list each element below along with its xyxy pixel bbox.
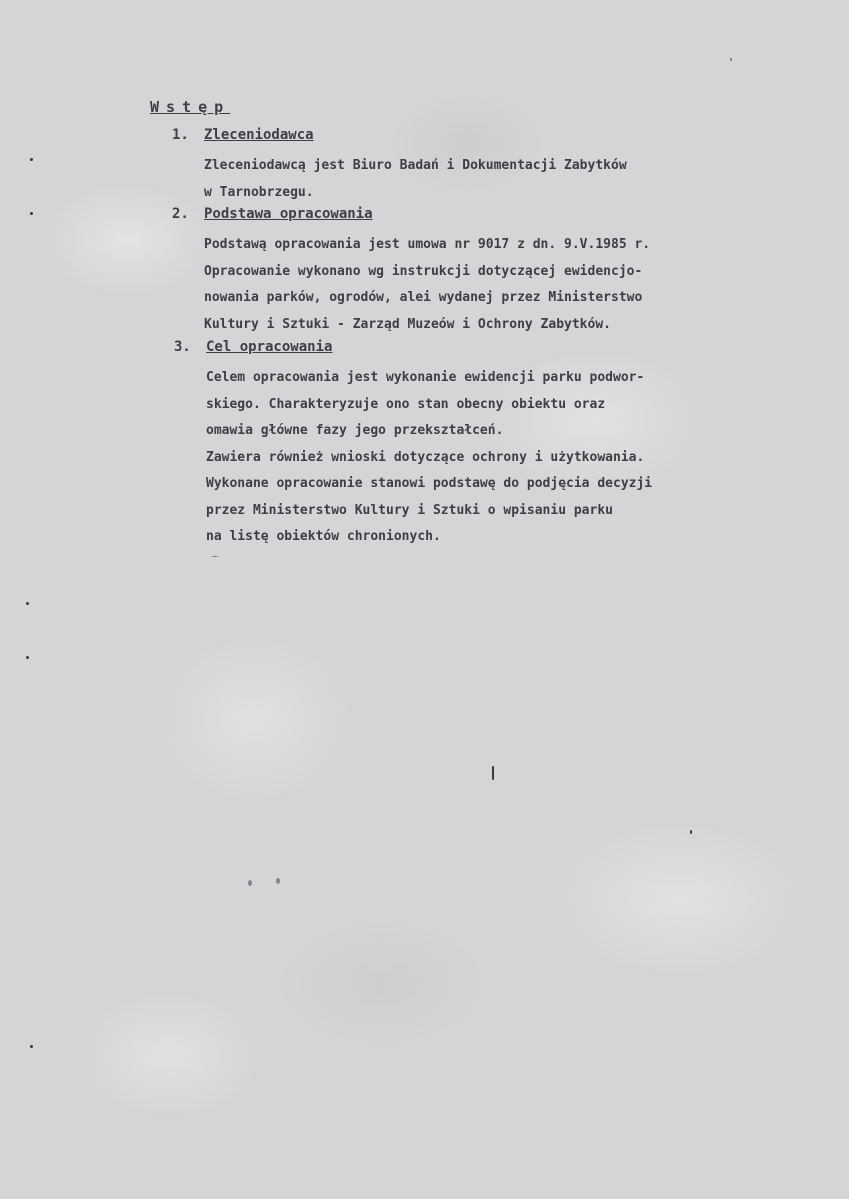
body-line: Podstawą opracowania jest umowa nr 9017 z dn. 9.V.1985 r. bbox=[204, 237, 651, 252]
section-title: Podstawa opracowania bbox=[204, 206, 373, 222]
section-number: 1. bbox=[172, 127, 189, 143]
body-line: Celem opracowania jest wykonanie ewidencji parku podwor- bbox=[206, 370, 645, 385]
section-body bbox=[204, 232, 650, 338]
paper-speck bbox=[276, 878, 280, 884]
document-heading: Wstęp bbox=[150, 98, 231, 116]
section-body bbox=[204, 153, 627, 206]
body-line: omawia główne fazy jego przekształceń. bbox=[206, 423, 504, 438]
section-body bbox=[206, 365, 652, 551]
paper-speck bbox=[26, 656, 29, 659]
section-number: 3. bbox=[174, 339, 191, 355]
body-line: skiego. Charakteryzuje ono stan obecny obiektu oraz bbox=[206, 396, 606, 412]
section-title: Cel opracowania bbox=[206, 339, 333, 355]
paper-speck bbox=[30, 1045, 33, 1048]
body-line: Kultury i Sztuki - Zarząd Muzeów i Ochrony Zabytków. bbox=[204, 316, 611, 332]
paper-speck bbox=[730, 58, 732, 61]
body-line: Zawiera również wnioski dotyczące ochrony i użytkowania. bbox=[206, 449, 645, 465]
body-line: w Tarnobrzegu. bbox=[204, 184, 314, 200]
body-line: Opracowanie wykonano wg instrukcji dotyczącej ewidencjo- bbox=[204, 263, 643, 279]
section-number: 2. bbox=[172, 206, 189, 222]
paper-speck bbox=[248, 880, 252, 886]
body-line: nowania parków, ogrodów, alei wydanej przez Ministerstwo bbox=[204, 290, 643, 305]
paper-speck bbox=[492, 766, 494, 780]
paper-speck bbox=[30, 212, 33, 215]
body-line: Wykonane opracowanie stanowi podstawę do podjęcia decyzji bbox=[206, 476, 653, 491]
section-title: Zleceniodawca bbox=[204, 127, 314, 143]
paper-speck bbox=[690, 830, 692, 834]
paper-speck bbox=[212, 556, 218, 557]
body-line: na listę obiektów chronionych. bbox=[206, 529, 441, 544]
body-line: Zleceniodawcą jest Biuro Badań i Dokumentacji Zabytków bbox=[204, 158, 627, 173]
paper-speck bbox=[30, 158, 33, 161]
body-line: przez Ministerstwo Kultury i Sztuki o wpisaniu parku bbox=[206, 502, 613, 518]
paper-speck bbox=[26, 602, 29, 605]
